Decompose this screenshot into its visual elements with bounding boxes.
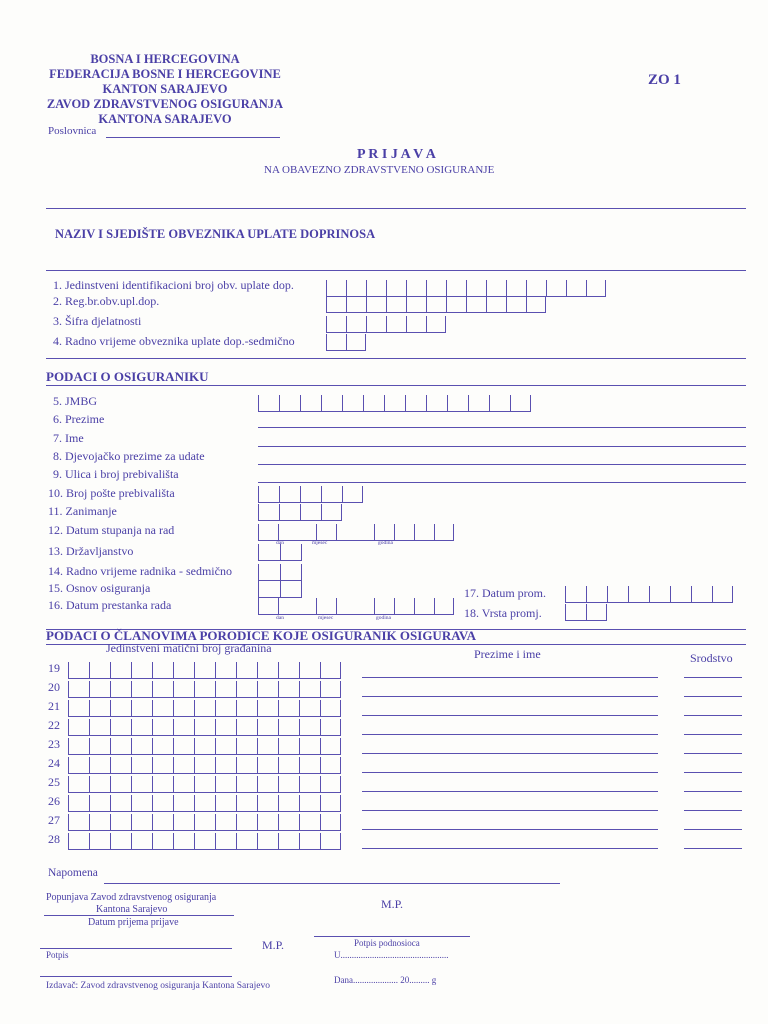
- member-relation-line[interactable]: [684, 696, 742, 697]
- divider: [46, 358, 746, 359]
- row-number: 20: [48, 680, 60, 694]
- kanton-text: Kantona Sarajevo: [96, 904, 168, 915]
- datum-prijema-label: Datum prijema prijave: [88, 917, 179, 928]
- field-label: 12. Datum stupanja na rad: [48, 523, 175, 537]
- activity-code-boxes[interactable]: [326, 316, 446, 333]
- field-label: 3. Šifra djelatnosti: [53, 314, 142, 328]
- field-label: 8. Djevojačko prezime za udate: [53, 449, 205, 463]
- napomena-label: Napomena: [48, 867, 98, 879]
- potpis-podnosioca-line[interactable]: [314, 936, 470, 937]
- working-hours-boxes[interactable]: [326, 334, 366, 351]
- member-relation-line[interactable]: [684, 829, 742, 830]
- header-line: KANTONA SARAJEVO: [98, 112, 232, 126]
- row-number: 19: [48, 661, 60, 675]
- divider: [46, 270, 746, 271]
- field-label: 17. Datum prom.: [464, 586, 546, 600]
- member-relation-line[interactable]: [684, 677, 742, 678]
- napomena-line[interactable]: [104, 883, 560, 884]
- prezime-line[interactable]: [258, 427, 746, 428]
- jmbg-boxes[interactable]: [258, 395, 531, 412]
- member-name-line[interactable]: [362, 677, 658, 678]
- member-name-line[interactable]: [362, 829, 658, 830]
- end-date-boxes[interactable]: [258, 598, 454, 615]
- field-label: 10. Broj pošte prebivališta: [48, 486, 175, 500]
- row-number: 25: [48, 775, 60, 789]
- row-number: 26: [48, 794, 60, 808]
- column-header-relation: Srodstvo: [690, 651, 733, 665]
- field-label: 11. Zanimanje: [48, 504, 117, 518]
- member-jmbg-boxes[interactable]: [68, 795, 341, 812]
- header-line: FEDERACIJA BOSNE I HERCEGOVINE: [49, 67, 281, 81]
- poslovnica-label: Poslovnica: [48, 125, 97, 137]
- field-label: 2. Reg.br.obv.upl.dop.: [53, 294, 160, 308]
- date-sub-label: mjesec: [318, 615, 334, 621]
- field-label: 14. Radno vrijeme radnika - sedmično: [48, 564, 232, 578]
- field-label: 7. Ime: [53, 431, 84, 445]
- worker-hours-boxes[interactable]: [258, 564, 302, 581]
- member-name-line[interactable]: [362, 696, 658, 697]
- potpis-label: Potpis: [46, 950, 69, 960]
- column-header-name: Prezime i ime: [474, 647, 541, 661]
- field-label: 16. Datum prestanka rada: [48, 598, 172, 612]
- section-title-obveznik: NAZIV I SJEDIŠTE OBVEZNIKA UPLATE DOPRINOSA: [55, 227, 376, 241]
- member-jmbg-boxes[interactable]: [68, 814, 341, 831]
- member-jmbg-boxes[interactable]: [68, 700, 341, 717]
- date-sub-label: dan: [276, 540, 284, 546]
- place-field[interactable]: U................................................: [334, 950, 449, 960]
- maiden-name-line[interactable]: [258, 464, 746, 465]
- member-relation-line[interactable]: [684, 810, 742, 811]
- reg-number-boxes[interactable]: [326, 296, 546, 313]
- popunjava-text: Popunjava Zavod zdravstvenog osiguranja: [46, 892, 217, 903]
- izdavac-text: Izdavač: Zavod zdravstvenog osiguranja Kantona Sarajevo: [46, 981, 270, 991]
- field-label: 4. Radno vrijeme obveznika uplate dop.-sedmično: [53, 334, 295, 348]
- divider: [46, 385, 746, 386]
- header-line: BOSNA I HERCEGOVINA: [90, 52, 240, 66]
- row-number: 24: [48, 756, 60, 770]
- institution-header: [40, 52, 290, 127]
- occupation-boxes[interactable]: [258, 504, 342, 521]
- poslovnica-line[interactable]: [106, 137, 280, 138]
- form-title: P R I J A V A: [357, 147, 436, 162]
- section-title-osiguranik: PODACI O OSIGURANIKU: [46, 369, 209, 384]
- member-jmbg-boxes[interactable]: [68, 719, 341, 736]
- row-number: 21: [48, 699, 60, 713]
- row-number: 23: [48, 737, 60, 751]
- member-jmbg-boxes[interactable]: [68, 738, 341, 755]
- street-line[interactable]: [258, 482, 746, 483]
- member-relation-line[interactable]: [684, 753, 742, 754]
- divider: [46, 208, 746, 209]
- member-name-line[interactable]: [362, 734, 658, 735]
- member-name-line[interactable]: [362, 848, 658, 849]
- section-title-clanovi: PODACI O ČLANOVIMA PORODICE KOJE OSIGURANIK OSIGURAVA: [46, 628, 477, 643]
- change-type-boxes[interactable]: [565, 604, 607, 621]
- field-label: 18. Vrsta promj.: [464, 606, 542, 620]
- datum-prijema-line[interactable]: [40, 948, 232, 949]
- date-field[interactable]: Dana.................... 20......... g: [334, 975, 437, 985]
- member-relation-line[interactable]: [684, 791, 742, 792]
- field-label: 5. JMBG: [53, 394, 98, 408]
- mp-label: M.P.: [262, 938, 285, 952]
- field-label: 1. Jedinstveni identifikacioni broj obv. uplate dop.: [53, 278, 294, 292]
- header-line: ZAVOD ZDRAVSTVENOG OSIGURANJA: [46, 97, 284, 111]
- row-number: 27: [48, 813, 60, 827]
- column-header-jmbg: Jedinstveni matični broj građanina: [106, 641, 272, 655]
- ime-line[interactable]: [258, 446, 746, 447]
- mp-label: M.P.: [381, 897, 404, 911]
- row-number: 22: [48, 718, 60, 732]
- member-jmbg-boxes[interactable]: [68, 833, 341, 850]
- member-relation-line[interactable]: [684, 848, 742, 849]
- divider: [44, 915, 234, 916]
- member-jmbg-boxes[interactable]: [68, 757, 341, 774]
- member-jmbg-boxes[interactable]: [68, 681, 341, 698]
- potpis-podnosioca-label: Potpis podnosioca: [354, 938, 420, 948]
- member-jmbg-boxes[interactable]: [68, 662, 341, 679]
- member-relation-line[interactable]: [684, 734, 742, 735]
- form-subtitle: NA OBAVEZNO ZDRAVSTVENO OSIGURANJE: [264, 164, 495, 176]
- change-date-boxes[interactable]: [565, 586, 733, 603]
- member-name-line[interactable]: [362, 753, 658, 754]
- member-name-line[interactable]: [362, 791, 658, 792]
- field-label: 13. Državljanstvo: [48, 544, 134, 558]
- row-number: 28: [48, 832, 60, 846]
- date-sub-label: mjesec: [312, 540, 328, 546]
- member-jmbg-boxes[interactable]: [68, 776, 341, 793]
- member-name-line[interactable]: [362, 810, 658, 811]
- date-sub-label: godina: [376, 615, 391, 621]
- field-label: 9. Ulica i broj prebivališta: [53, 467, 179, 481]
- date-sub-label: dan: [276, 615, 284, 621]
- potpis-line[interactable]: [40, 976, 232, 977]
- start-date-boxes[interactable]: [258, 524, 454, 541]
- member-relation-line[interactable]: [684, 772, 742, 773]
- member-relation-line[interactable]: [684, 715, 742, 716]
- id-number-boxes[interactable]: [326, 280, 606, 297]
- field-label: 15. Osnov osiguranja: [48, 581, 151, 595]
- member-name-line[interactable]: [362, 772, 658, 773]
- member-name-line[interactable]: [362, 715, 658, 716]
- header-line: KANTON SARAJEVO: [102, 82, 228, 96]
- insurance-basis-boxes[interactable]: [258, 581, 302, 598]
- form-code: ZO 1: [648, 72, 681, 88]
- date-sub-label: godina: [378, 540, 393, 546]
- citizenship-boxes[interactable]: [258, 544, 302, 561]
- field-label: 6. Prezime: [53, 412, 105, 426]
- postal-code-boxes[interactable]: [258, 486, 363, 503]
